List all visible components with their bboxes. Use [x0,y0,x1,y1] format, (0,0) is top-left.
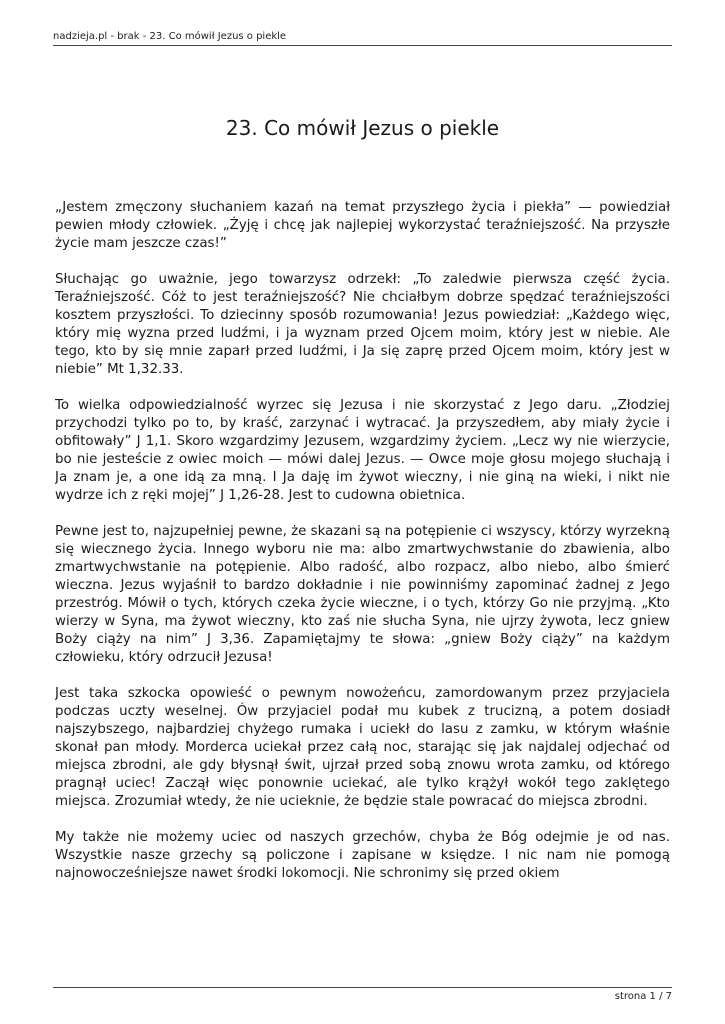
page-number: strona 1 / 7 [614,991,672,1002]
footer-divider [53,987,672,988]
paragraph-3: To wielka odpowiedzialność wyrzec się Jezusa i nie skorzystać z Jego daru. „Złodziej przychodzi tylko po to, by kraść, zarzynać i wytracać. Ja przyszedłem, aby miały życie i obfitowały” J 1,1. Skoro wzgardzimy Jezusem, wzgardzimy życiem. „Lecz wy nie wierzycie, bo nie jesteście z owiec moich — mówi dalej Jezus. — Owce moje głosu mojego słuchają i Ja znam je, a one idą za mną. I Ja daję im żywot wieczny, i nie giną na wieki, i nikt nie wydrze ich z ręki mojej” J 1,26-28. Jest to cudowna obietnica. [55,398,670,503]
paragraph-1: „Jestem zmęczony słuchaniem kazań na temat przyszłego życia i piekła” — powiedział pewien młody człowiek. „Żyję i chcę jak najlepiej wykorzystać teraźniejszość. Na przyszłe życie mam jeszcze czas!” [55,200,670,251]
document-body [55,199,670,955]
running-header: nadzieja.pl - brak - 23. Co mówił Jezus o piekle [53,31,287,42]
document-title: 23. Co mówił Jezus o piekle [225,116,500,140]
paragraph-6: My także nie możemy uciec od naszych grzechów, chyba że Bóg odejmie je od nas. Wszystkie nasze grzechy są policzone i zapisane w księdze. I nic nam nie pomogą najnowocześniejsze nawet środki lokomocji. Nie schronimy się przed okiem [55,830,670,881]
paragraph-4: Pewne jest to, najzupełniej pewne, że skazani są na potępienie ci wszyscy, którzy wyrzekną się wiecznego życia. Innego wyboru nie ma: albo zmartwychwstanie do zbawienia, albo zmartwychwstanie na potępienie. Albo radość, albo rozpacz, albo niebo, albo śmierć wieczna. Jezus wyjaśnił to bardzo dokładnie i nie powinniśmy zapominać żadnej z Jego przestróg. Mówił o tych, których czeka życie wieczne, i o tych, którzy Go nie przyjmą. „Kto wierzy w Syna, ma żywot wieczny, kto zaś nie słucha Syna, nie ujrzy żywota, lecz gniew Boży ciąży na nim” J 3,36. Zapamiętajmy te słowa: „gniew Boży ciąży” na każdym człowieku, który odrzucił Jezusa! [55,524,670,665]
paragraph-5: Jest taka szkocka opowieść o pewnym nowożeńcu, zamordowanym przez przyjaciela podczas uczty weselnej. Ów przyjaciel podał mu kubek z trucizną, a potem dosiadł najszybszego, najbardziej chyżego rumaka i uciekł do lasu z zamku, w którym właśnie skonał pan młody. Morderca uciekał przez całą noc, starając się jak najdalej odjechać od miejsca zbrodni, ale gdy błysnął świt, ujrzał przed sobą znowu wrota zamku, od którego pragnął uciec! Zaczął więc ponownie uciekać, ale tylko krążył wokół tego zaklętego miejsca. Zrozumiał wtedy, że nie ucieknie, że będzie stale powracać do miejsca zbrodni. [55,686,670,809]
paragraph-2: Słuchając go uważnie, jego towarzysz odrzekł: „To zaledwie pierwsza część życia. Teraźniejszość. Cóż to jest teraźniejszość? Nie chciałbym dobrze spędzać teraźniejszości kosztem przyszłości. To dziecinny sposób rozumowania! Jezus powiedział: „Każdego więc, który mię wyzna przed ludźmi, i ja wyznam przed Ojcem moim, który jest w niebie. Ale tego, kto by się mnie zaparł przed ludźmi, i Ja się zaprę przed Ojcem moim, który jest w niebie” Mt 1,32.33. [55,272,670,377]
header-divider [53,45,672,46]
